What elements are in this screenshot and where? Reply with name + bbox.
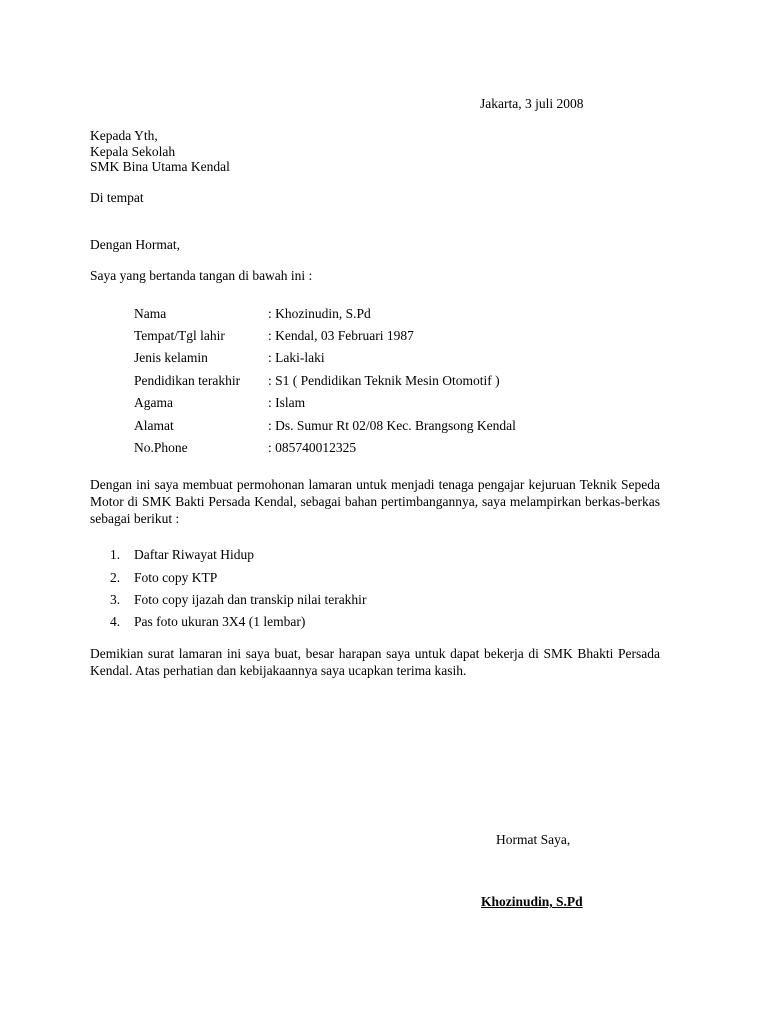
list-item-number: 3. (110, 592, 121, 607)
identity-value: : S1 ( Pendidikan Teknik Mesin Otomotif ) (268, 373, 500, 388)
identity-label: Tempat/Tgl lahir (134, 328, 225, 343)
recipient-place: Di tempat (90, 190, 144, 205)
list-item-text: Pas foto ukuran 3X4 (1 lembar) (134, 614, 306, 629)
sign-off: Hormat Saya, (496, 832, 571, 847)
list-item-text: Foto copy ijazah dan transkip nilai terakhir (134, 592, 367, 607)
date-line: Jakarta, 3 juli 2008 (480, 96, 584, 111)
identity-label: No.Phone (134, 440, 188, 455)
identity-value: : Ds. Sumur Rt 02/08 Kec. Brangsong Kendal (268, 418, 516, 433)
identity-label: Agama (134, 395, 173, 410)
list-item-number: 1. (110, 547, 121, 562)
identity-value: : Islam (268, 395, 306, 410)
recipient-line-3: SMK Bina Utama Kendal (90, 159, 230, 174)
list-item-text: Foto copy KTP (134, 570, 218, 585)
identity-label: Nama (134, 306, 167, 321)
identity-value: : Kendal, 03 Februari 1987 (268, 328, 414, 343)
body-paragraph: Dengan ini saya membuat permohonan lamaran untuk menjadi tenaga pengajar kejuruan Teknik Sepeda Motor di SMK Bakti Persada Kendal, sebagai bahan pertimbangannya, saya melampirkan berkas-berkas sebagai berikut : (90, 477, 660, 526)
greeting: Dengan Hormat, (90, 237, 180, 252)
closing-paragraph: Demikian surat lamaran ini saya buat, besar harapan saya untuk dapat bekerja di SMK Bhakti Persada Kendal. Atas perhatian dan kebijakaannya saya ucapkan terima kasih. (90, 646, 660, 678)
signature-name: Khozinudin, S.Pd (481, 894, 583, 909)
list-item-text: Daftar Riwayat Hidup (134, 547, 254, 562)
identity-value: : Laki-laki (268, 350, 325, 365)
identity-label: Pendidikan terakhir (134, 373, 241, 388)
recipient-line-2: Kepala Sekolah (90, 144, 176, 159)
identity-label: Alamat (134, 418, 174, 433)
identity-value: : Khozinudin, S.Pd (268, 306, 371, 321)
list-item-number: 2. (110, 570, 121, 585)
intro-text: Saya yang bertanda tangan di bawah ini : (90, 268, 313, 283)
identity-value: : 085740012325 (268, 440, 357, 455)
recipient-line-1: Kepada Yth, (90, 128, 158, 143)
identity-label: Jenis kelamin (134, 350, 208, 365)
list-item-number: 4. (110, 614, 121, 629)
